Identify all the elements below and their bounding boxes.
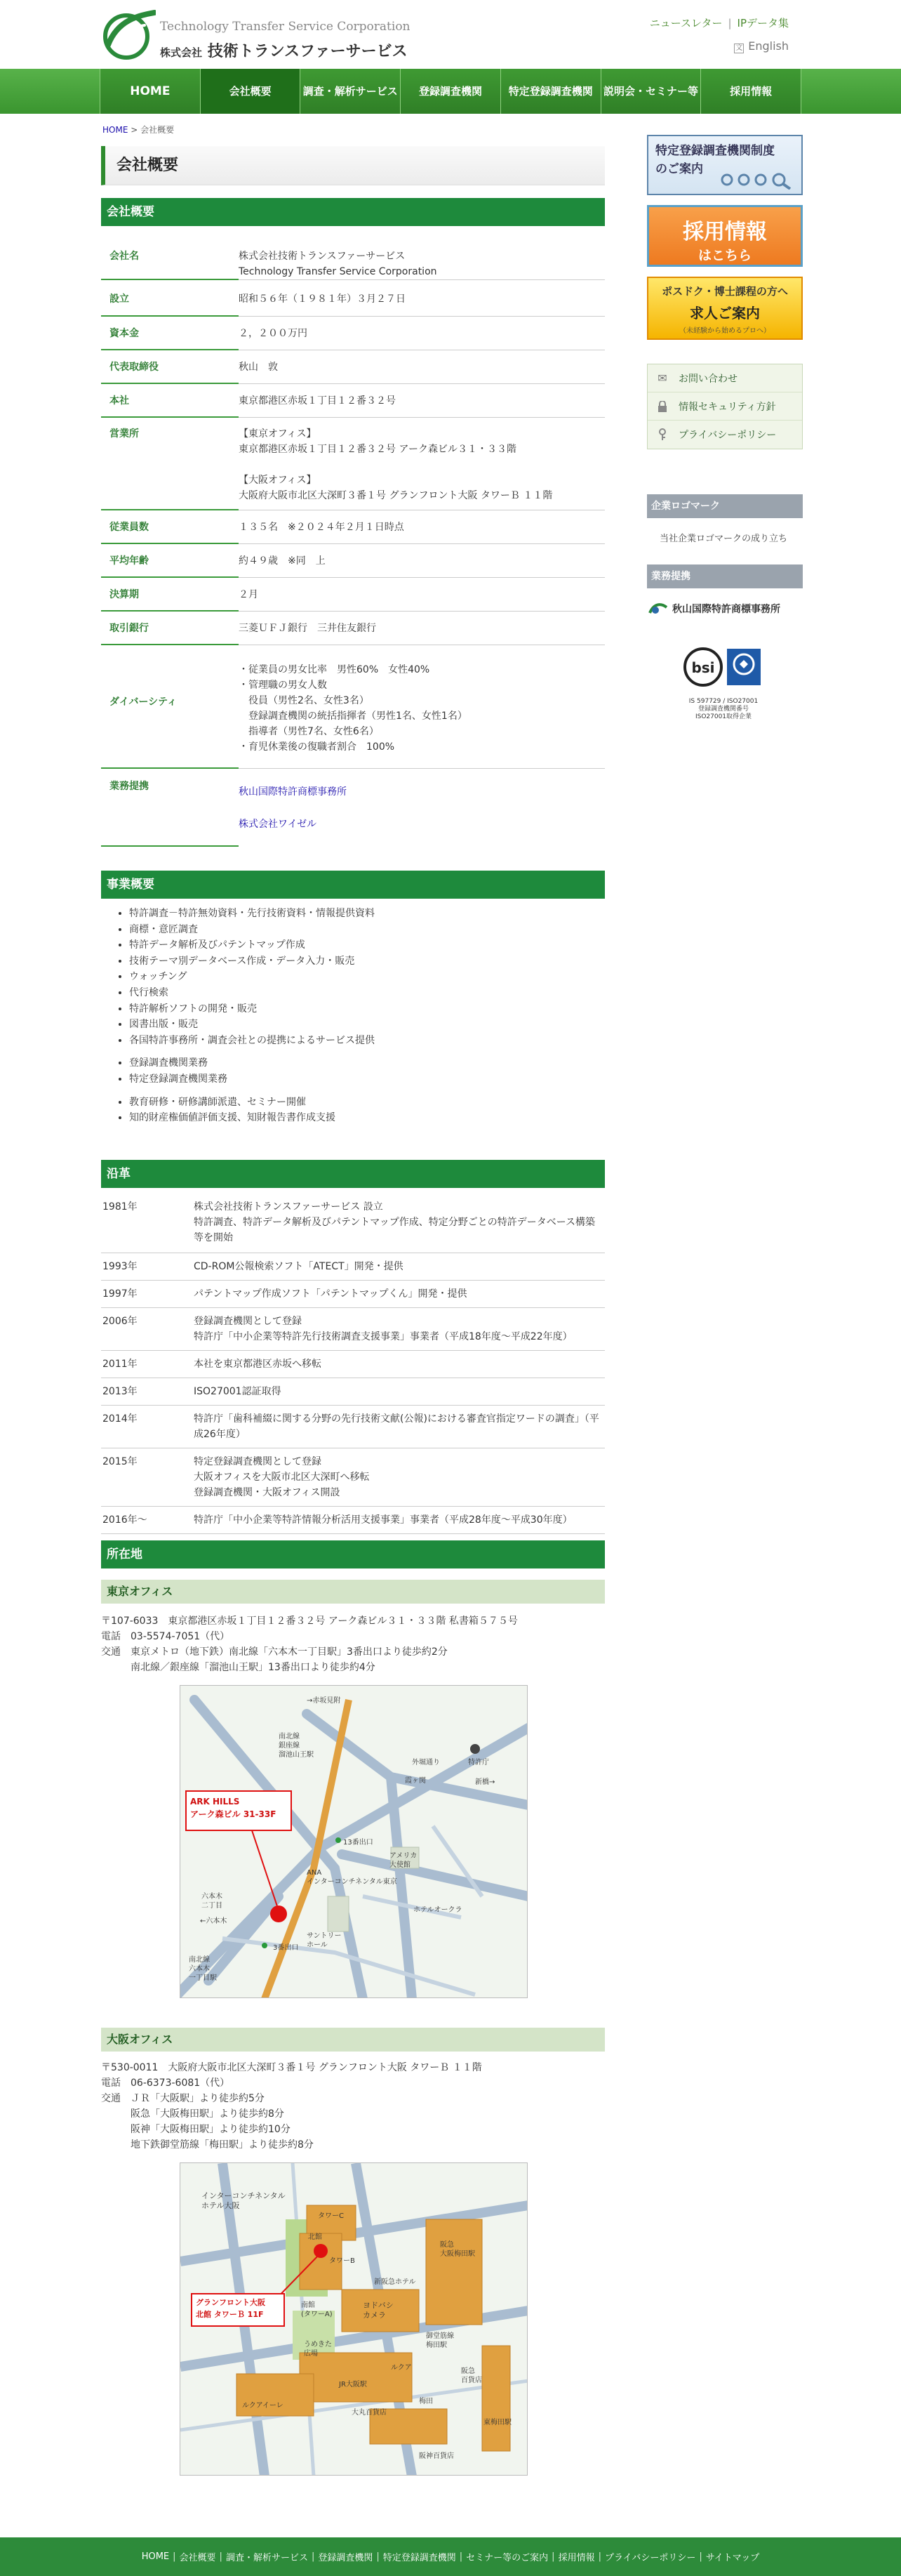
section-location-heading: 所在地 [101, 1540, 605, 1568]
tokyo-map [180, 1685, 528, 1998]
list-item: • 教育研修・研修講師派遣、セミナー開催 [129, 1095, 605, 1111]
company-label: 会社名 [101, 232, 239, 280]
map-label: 13番出口 [343, 1839, 373, 1847]
nav-research[interactable]: 調査・解析サービス [300, 69, 401, 114]
grand-front-marker [314, 2244, 328, 2258]
tokyo-office-address: 〒107-6033 東京都港区赤坂１丁目１２番３２号 アーク森ビル３１・３３階 私書箱５７５号 電話 03-5574-7051（代） 交通 東京メトロ（地下鉄）南北線「六本木一丁目駅」3番出口より徒歩約2分 南北線／銀座線「溜池山王駅」13番出口より徒歩約4分 [101, 1616, 518, 1673]
business-group-1 [101, 906, 605, 1048]
newsletter-link[interactable]: ニュースレター [649, 17, 723, 29]
history-year: 2015年 [102, 1455, 138, 1467]
nav-home[interactable]: HOME [100, 69, 201, 114]
list-item: • 特許データ解析及びパテントマップ作成 [129, 937, 605, 953]
history-year: 2016年〜 [102, 1514, 147, 1526]
history-year: 1981年 [102, 1201, 138, 1213]
diversity-label: ダイバーシティ [101, 645, 239, 769]
footer-link-company[interactable]: 会社概要 [179, 2553, 216, 2563]
logo-japanese-name: 株式会社 技術トランスファーサービス [160, 43, 408, 60]
map-label: 北館 [308, 2233, 322, 2241]
map-label: 霞ヶ関 [405, 1777, 426, 1785]
list-item: • 特許解析ソフトの開発・販売 [129, 1001, 605, 1017]
partner-link-wisel[interactable]: 株式会社ワイゼル [239, 819, 317, 830]
list-item: • 特許調査－特許無効資料・先行技術資料・情報提供資料 [129, 906, 605, 922]
mail-icon: ✉ [658, 371, 667, 385]
history-year: 2013年 [102, 1385, 138, 1397]
iso-cert-icon [682, 643, 765, 696]
map-label: ルクア [391, 2364, 412, 2372]
nav-registered[interactable]: 登録調査機関 [401, 69, 501, 114]
map-label: ルクアイーレ [242, 2402, 283, 2410]
map-label: 3番出口 [273, 1944, 299, 1952]
bank-label: 取引銀行 [101, 612, 239, 645]
map-label: 南館 (タワーA) [301, 2301, 333, 2318]
breadcrumb-home[interactable]: HOME [102, 125, 128, 135]
history-table [101, 1194, 605, 1534]
page-title: 会社概要 [101, 146, 605, 185]
site-header [0, 0, 901, 69]
employees-label: 従業員数 [101, 510, 239, 544]
osaka-map [180, 2162, 528, 2476]
list-item: • 代行検索 [129, 985, 605, 1001]
map-label: ホテルオークラ [413, 1906, 462, 1914]
company-value: 株式会社技術トランスファーサービス Technology Transfer Service Corporation [239, 251, 437, 277]
footer-link-registered[interactable]: 登録調査機関 [318, 2553, 373, 2563]
tokyo-callout-label: ARK HILLS アーク森ビル 31-33F [190, 1797, 276, 1819]
logo-mark-heading: 企業ロゴマーク [647, 494, 803, 518]
fiscal-value: ２月 [239, 589, 258, 600]
footer-link-recruit[interactable]: 採用情報 [558, 2553, 595, 2563]
history-text: 特許庁「歯科補綴に関する分野の先行技術文献(公報)における審査官指定ワードの調査」（平成26年度） [194, 1413, 599, 1440]
map-label: アメリカ 大使館 [389, 1852, 418, 1869]
osaka-callout-label: グランフロント大阪 北館 タワーＢ 11F [196, 2298, 265, 2319]
section-business-heading: 事業概要 [101, 871, 605, 899]
avg-age-value: 約４９歳 ※同 上 [239, 555, 326, 567]
map-label: インターコンチネンタル ホテル大阪 [201, 2191, 286, 2210]
diversity-value: ・従業員の男女比率 男性60% 女性40% ・管理職の男女人数 役員（男性2名、女性3名） 登録調査機関の統括指揮者（男性1名、女性1名） 指導者（男性7名、女性6名） ・育児休業後の復職者割合 100% [239, 664, 467, 753]
offices-label: 営業所 [101, 418, 239, 510]
established-value: 昭和５６年（１９８１年）３月２７日 [239, 293, 406, 305]
history-year: 2014年 [102, 1413, 138, 1425]
map-label: 特許庁 [468, 1759, 489, 1766]
site-footer: HOME | 会社概要 | 調査・解析サービス | 登録調査機関 | 特定登録調査機関 | セミナー等のご案内 | 採用情報 | プライバシーポリシー | サイトマップ [0, 2537, 901, 2576]
history-text: 本社を東京都港区赤坂へ移転 [194, 1358, 321, 1370]
list-item: • 図書出版・販売 [129, 1017, 605, 1033]
ceo-value: 秋山 敦 [239, 362, 278, 373]
logo-mark-link[interactable]: 当社企業ロゴマークの成り立ち [660, 534, 788, 544]
logo-english-name: Technology Transfer Service Corporation [160, 20, 411, 34]
history-text: 登録調査機関として登録 特許庁「中小企業等特許先行技術調査支援事業」事業者（平成18年度〜平成22年度） [194, 1315, 573, 1342]
map-label: サントリー ホール [307, 1932, 342, 1949]
map-label: 新阪急ホテル [374, 2278, 416, 2286]
history-year: 2011年 [102, 1358, 138, 1370]
map-label: タワーB [329, 2257, 355, 2265]
svg-text:bsi: bsi [691, 659, 715, 676]
list-item: • 商標・意匠調査 [129, 922, 605, 938]
sidebar-item-privacy[interactable]: プライバシーポリシー [648, 421, 802, 449]
business-group-3 [101, 1095, 605, 1126]
ceo-label: 代表取締役 [101, 350, 239, 384]
sidebar-item-contact[interactable]: ✉ お問い合わせ [648, 364, 802, 392]
lock-icon [655, 399, 670, 414]
map-label: うめきた 広場 [304, 2341, 332, 2358]
history-text: 特定登録調査機関として登録 大阪オフィスを大阪市北区大深町へ移転 登録調査機関・大阪オフィス開設 [194, 1455, 370, 1498]
language-icon: 文 [735, 44, 743, 52]
fiscal-label: 決算期 [101, 578, 239, 612]
partner-label: 業務提携 [101, 769, 239, 846]
business-list [101, 906, 605, 1133]
recruit-banner[interactable]: 採用情報 はこちら [647, 205, 803, 267]
list-item: • 技術テーマ別データベース作成・データ入力・販売 [129, 953, 605, 970]
map-label: 阪神百貨店 [419, 2452, 454, 2460]
map-label: 梅田 [419, 2398, 433, 2405]
global-nav [0, 69, 901, 114]
tokyo-office-heading: 東京オフィス [101, 1580, 605, 1604]
map-label: JR大阪駅 [339, 2381, 367, 2389]
nav-specified[interactable]: 特定登録調査機関 [501, 69, 601, 114]
history-year: 1993年 [102, 1260, 138, 1272]
history-text: CD-ROM公報検索ソフト「ATECT」開発・提供 [194, 1260, 403, 1272]
ipdata-link[interactable]: IPデータ集 [737, 17, 789, 29]
partner-link-akiyama[interactable]: 秋山国際特許商標事務所 [239, 786, 347, 798]
map-label: ←六本木 [200, 1917, 227, 1925]
iso-cert-text: IS 597729 / ISO27001 登録調査機関番号 ISO27001取得企業 [688, 698, 759, 720]
breadcrumb: HOME > 会社概要 [102, 125, 175, 135]
map-label: タワーC [318, 2212, 344, 2220]
hq-label: 本社 [101, 384, 239, 418]
footer-link-home[interactable]: HOME [141, 2551, 170, 2562]
avg-age-label: 平均年齢 [101, 544, 239, 578]
employees-value: １３５名 ※２０２４年２月１日時点 [239, 522, 404, 533]
capital-value: ２，２００万円 [239, 328, 307, 339]
map-label: 御堂筋線 梅田駅 [426, 2332, 454, 2349]
key-icon [655, 427, 670, 442]
ark-hills-marker [270, 1905, 287, 1922]
map-label: 南北線 銀座線 溜池山王駅 [279, 1733, 314, 1759]
history-text: パテントマップ作成ソフト「パテントマップくん」開発・提供 [194, 1288, 467, 1300]
list-item: • 各国特許事務所・調査会社との提携によるサービス提供 [129, 1033, 605, 1049]
list-item: • 特定登録調査機関業務 [129, 1071, 605, 1088]
map-label: 阪急 大阪梅田駅 [440, 2241, 475, 2258]
nav-seminar[interactable]: 説明会・セミナー等 [601, 69, 702, 114]
footer-link-specified[interactable]: 特定登録調査機関 [382, 2553, 456, 2563]
nav-recruit[interactable]: 採用情報 [701, 69, 801, 114]
partner-banner[interactable]: 秋山国際特許商標事務所 [648, 598, 804, 619]
history-text: ISO27001認証取得 [194, 1385, 281, 1397]
partner-logo-icon [648, 602, 668, 616]
header-links: ニュースレター | IPデータ集 [649, 17, 789, 29]
map-label: 外堀通り [412, 1759, 440, 1766]
partner-heading: 業務提携 [647, 564, 803, 588]
list-item: • 知的財産権価値評価支援、知財報告書作成支援 [129, 1110, 605, 1126]
offices-value: 【東京オフィス】 東京都港区赤坂１丁目１２番３２号 アーク森ビル３１・３３階 【大阪オフィス】 大阪府大阪市北区大深町３番１号 グランフロント大阪 タワーＢ １１階 [239, 428, 553, 501]
map-label: →赤坂見附 [307, 1697, 341, 1705]
magnifier-icon [719, 171, 796, 190]
footer-link-research[interactable]: 調査・解析サービス [225, 2553, 308, 2563]
map-label: 大丸百貨店 [352, 2409, 387, 2417]
breadcrumb-current: 会社概要 [140, 125, 175, 135]
osaka-office-heading: 大阪オフィス [101, 2028, 605, 2052]
history-year: 2006年 [102, 1315, 138, 1327]
history-year: 1997年 [102, 1288, 138, 1300]
section-company-heading: 会社概要 [101, 198, 605, 226]
logo-mark-icon [100, 8, 156, 62]
footer-link-seminar[interactable]: セミナー等のご案内 [466, 2553, 549, 2563]
map-label: 南北線 六本木 一丁目駅 [189, 1956, 217, 1982]
capital-label: 資本金 [101, 317, 239, 350]
footer-link-sitemap[interactable]: サイトマップ [705, 2553, 760, 2563]
map-label: 東梅田駅 [483, 2419, 512, 2426]
map-label: 阪急 百貨店 [461, 2367, 482, 2384]
map-label: 六本木 二丁目 [201, 1893, 222, 1910]
postdoc-banner[interactable]: ポスドク・博士課程の方へ 求人ご案内 （未経験から始めるプロへ） [647, 277, 803, 340]
map-label: 新橋→ [475, 1778, 495, 1786]
map-label: ANA インターコンチネンタル東京 [307, 1869, 397, 1886]
nav-company[interactable]: 会社概要 [201, 69, 301, 114]
bank-value: 三菱ＵＦＪ銀行 三井住友銀行 [239, 623, 376, 634]
osaka-office-address: 〒530-0011 大阪府大阪市北区大深町３番１号 グランフロント大阪 タワーＢ １１階 電話 06-6373-6081（代） 交通 ＪＲ「大阪駅」より徒歩約5分 阪急「大阪梅田駅」より徒歩約8分 阪神「大阪梅田駅」より徒歩約10分 地下鉄御堂筋線「梅田駅」より徒歩約8分 [101, 2062, 482, 2151]
sidebar-item-security[interactable]: 情報セキュリティ方針 [648, 392, 802, 421]
sidebar-links [647, 364, 803, 449]
map-label: ヨドバシ カメラ [363, 2301, 394, 2320]
history-text: 株式会社技術トランスファーサービス 設立 特許調査、特許データ解析及びパテントマップ作成、特定分野ごとの特許データベース構築等を開始 [194, 1201, 596, 1243]
section-history-heading: 沿革 [101, 1160, 605, 1188]
english-link[interactable]: 文 English [735, 39, 789, 53]
list-item: • 登録調査機関業務 [129, 1055, 605, 1071]
specified-institution-banner[interactable]: 特定登録調査機関制度 のご案内 [647, 135, 803, 195]
list-item: • ウォッチング [129, 969, 605, 985]
established-label: 設立 [101, 280, 239, 317]
footer-link-privacy[interactable]: プライバシーポリシー [604, 2553, 696, 2563]
history-text: 特許庁「中小企業等特許情報分析活用支援事業」事業者（平成28年度〜平成30年度） [194, 1514, 573, 1526]
company-info-table [101, 232, 605, 846]
company-logo[interactable] [100, 8, 411, 62]
business-group-2 [101, 1055, 605, 1087]
hq-value: 東京都港区赤坂１丁目１２番３２号 [239, 395, 396, 407]
